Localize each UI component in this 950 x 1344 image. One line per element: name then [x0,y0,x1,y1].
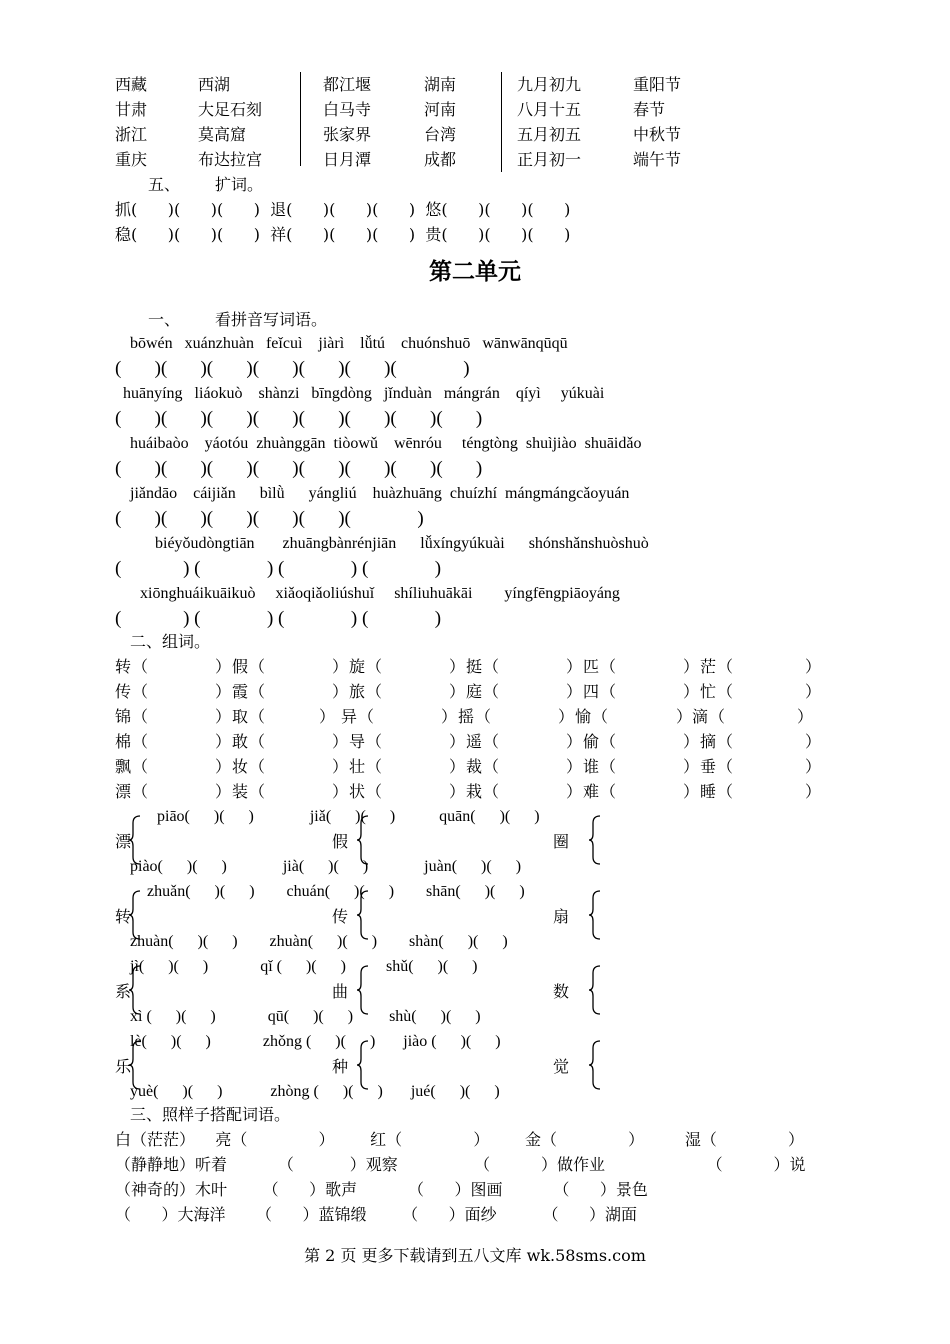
grid-char: 漂 [115,782,132,801]
answer-boxes[interactable]: ( ) ( ) ( ) ( ) [115,558,442,579]
answer-bracket-open: （ [132,757,149,776]
match-cell: 莫高窟 [198,125,247,144]
answer-bracket-open: （ [366,682,383,701]
answer-bracket-open: （ [132,682,149,701]
grid-char: 棉 [115,732,132,751]
grid-char: 敢 [232,732,249,751]
curly-brace-icon [128,965,142,1015]
answer-bracket-open: （ [600,657,617,676]
grid-char: 装 [232,782,249,801]
polyphone-bottom-line[interactable]: xì ( )( ) qū( )( ) shù( )( ) [130,1008,481,1025]
grid-char: 谁 [583,757,600,776]
grid-char: 难 [583,782,600,801]
answer-bracket-close: ） [449,732,466,751]
grid-char: 挺 [466,657,483,676]
pinyin-row: bōwén xuánzhuàn feǐcuì jiàrì lǚtú chuónshuō wānwānqūqū [130,335,568,352]
answer-bracket-close: ） [797,707,814,726]
answer-bracket-close: ） [332,757,349,776]
answer-bracket-open: （ [600,682,617,701]
grid-char: 传 [115,682,132,701]
answer-bracket-close: ） [332,682,349,701]
answer-bracket-open: （ [249,707,266,726]
answer-bracket-open: （ [249,682,266,701]
polyphone-bottom-line[interactable]: zhuàn( )( ) zhuàn( )( ) shàn( )( ) [130,933,508,950]
answer-bracket-open: （ [249,732,266,751]
answer-bracket-close: ） [215,732,232,751]
answer-bracket-close: ） [215,707,232,726]
answer-bracket-close: ） [215,657,232,676]
answer-bracket-close: ） [566,782,583,801]
answer-bracket-open: （ [592,707,609,726]
collocation-line[interactable]: （ ）大海洋 （ ）蓝锦缎 （ ）面纱 （ ）湖面 [115,1205,637,1224]
answer-bracket-open: （ [717,757,734,776]
polyphone-char: 觉 [553,1057,570,1076]
answer-bracket-close: ） [805,732,822,751]
column-divider [501,72,502,172]
curly-brace-icon [588,1040,602,1090]
answer-bracket-close: ） [332,732,349,751]
answer-bracket-close: ） [332,657,349,676]
grid-char: 异 [341,707,358,726]
answer-boxes[interactable]: ( )( )( )( )( )( )( ) [115,358,470,379]
answer-bracket-open: （ [366,757,383,776]
polyphone-char: 漂 [115,832,132,851]
grid-char: 旋 [349,657,366,676]
grid-char: 遥 [466,732,483,751]
answer-bracket-open: （ [249,782,266,801]
match-cell: 西藏 [115,75,148,94]
grid-char: 取 [232,707,249,726]
answer-bracket-close: ） [441,707,458,726]
answer-bracket-close: ） [683,682,700,701]
answer-bracket-close: ） [215,757,232,776]
curly-brace-icon [356,965,370,1015]
section5-title: 扩词。 [215,175,264,194]
answer-bracket-open: （ [249,657,266,676]
answer-bracket-close: ） [683,757,700,776]
answer-boxes[interactable]: ( )( )( )( )( )( )( )( ) [115,458,483,479]
answer-boxes[interactable]: ( )( )( )( )( )( ) [115,508,424,529]
polyphone-top-line[interactable]: jì( )( ) qǐ ( )( ) shǔ( )( ) [130,958,478,975]
answer-bracket-close: ） [558,707,575,726]
pinyin-row: biéyǒudòngtiān zhuāngbànrénjiān lǚxíngyúkuài shónshǎnshuòshuò [155,535,649,552]
answer-bracket-close: ） [566,657,583,676]
page-footer: 第 2 页 更多下载请到五八文库 wk.58sms.com [304,1246,646,1265]
match-cell: 白马寺 [323,100,372,119]
match-cell: 张家界 [323,125,372,144]
answer-bracket-close: ） [332,782,349,801]
answer-bracket-open: （ [483,732,500,751]
answer-bracket-open: （ [358,707,375,726]
collocation-line[interactable]: （神奇的）木叶 （ ）歌声 （ ）图画 （ ）景色 [115,1180,648,1199]
answer-bracket-close: ） [566,682,583,701]
answer-bracket-open: （ [366,657,383,676]
match-cell: 端午节 [633,150,682,169]
grid-char: 裁 [466,757,483,776]
pinyin-row: jiǎndāo cáijiǎn bìlǜ yángliú huàzhuāng chuízhí mángmángcǎoyuán [130,485,630,502]
curly-brace-icon [588,890,602,940]
answer-bracket-open: （ [600,782,617,801]
grid-char: 霞 [232,682,249,701]
answer-bracket-close: ） [449,657,466,676]
polyphone-top-line[interactable]: zhuǎn( )( ) chuán( )( ) shān( )( ) [147,883,525,900]
expand-word-line: 稳( )( )( ) 祥( )( )( ) 贵( )( )( ) [115,225,571,244]
match-cell: 甘肃 [115,100,148,119]
grid-char: 假 [232,657,249,676]
match-cell: 正月初一 [517,150,582,169]
curly-brace-icon [588,815,602,865]
polyphone-char: 假 [332,832,349,851]
curly-brace-icon [128,815,142,865]
answer-bracket-open: （ [366,732,383,751]
answer-bracket-open: （ [600,732,617,751]
unit-title: 第二单元 [429,259,521,285]
match-cell: 西湖 [198,75,231,94]
grid-char: 旅 [349,682,366,701]
grid-char: 茫 [700,657,717,676]
grid-char: 导 [349,732,366,751]
polyphone-char: 曲 [332,982,349,1001]
match-cell: 重庆 [115,150,148,169]
grid-char: 壮 [349,757,366,776]
pinyin-section-heading: 一、 [148,310,181,329]
answer-bracket-open: （ [475,707,492,726]
grid-char: 飘 [115,757,132,776]
match-cell: 布达拉宫 [198,150,263,169]
answer-bracket-open: （ [483,782,500,801]
answer-bracket-close: ） [449,682,466,701]
answer-bracket-open: （ [717,682,734,701]
pinyin-row: huānyíng liáokuò shànzi bīngdòng jǐnduàn mángrán qíyì yúkuài [123,385,605,402]
answer-bracket-open: （ [483,657,500,676]
grid-char: 睡 [700,782,717,801]
match-cell: 成都 [424,150,457,169]
expand-word-line: 抓( )( )( ) 退( )( )( ) 悠( )( )( ) [115,200,571,219]
polyphone-char: 种 [332,1057,349,1076]
polyphone-top-line[interactable]: piāo( )( ) jiǎ( )( ) quān( )( ) [157,808,540,825]
match-cell: 台湾 [424,125,457,144]
curly-brace-icon [128,890,142,940]
curly-brace-icon [356,890,370,940]
grid-char: 垂 [700,757,717,776]
match-cell: 河南 [424,100,457,119]
polyphone-char: 系 [115,982,132,1001]
answer-bracket-close: ） [805,757,822,776]
answer-bracket-open: （ [366,782,383,801]
answer-bracket-close: ） [566,757,583,776]
curly-brace-icon [588,965,602,1015]
grid-char: 滴 [692,707,709,726]
answer-bracket-close: ） [449,757,466,776]
answer-bracket-open: （ [717,657,734,676]
grid-char: 四 [583,682,600,701]
curly-brace-icon [356,815,370,865]
curly-brace-icon [356,1040,370,1090]
curly-brace-icon [128,1040,142,1090]
answer-bracket-close: ） [566,732,583,751]
answer-bracket-open: （ [249,757,266,776]
answer-bracket-close: ） [683,782,700,801]
answer-bracket-close: ） [805,782,822,801]
grid-char: 愉 [575,707,592,726]
answer-bracket-open: （ [600,757,617,776]
answer-bracket-open: （ [132,707,149,726]
answer-bracket-close: ） [215,782,232,801]
grid-char: 偷 [583,732,600,751]
grid-char: 锦 [115,707,132,726]
collocation-line[interactable]: （静静地）听着 （ ）观察 （ ）做作业 （ ）说 [115,1155,806,1174]
answer-bracket-open: （ [132,782,149,801]
answer-bracket-close: ） [449,782,466,801]
answer-bracket-close: ） [215,682,232,701]
grid-char: 摘 [700,732,717,751]
polyphone-char: 圈 [553,832,570,851]
match-cell: 浙江 [115,125,148,144]
pinyin-row: huáibaòo yáotóu zhuànggān tiòowǔ wēnróu téngtòng shuìjiào shuāidǎo [130,435,642,452]
answer-bracket-close: ） [805,657,822,676]
polyphone-char: 传 [332,907,349,926]
answer-bracket-close: ） [805,682,822,701]
grid-char: 匹 [583,657,600,676]
grid-char: 摇 [458,707,475,726]
collocation-line[interactable]: 白（茫茫） 亮（ ） 红（ ） 金（ ） 湿（ ） [115,1130,805,1149]
answer-bracket-open: （ [717,782,734,801]
match-cell: 九月初九 [517,75,582,94]
grid-char: 忙 [700,682,717,701]
match-cell: 重阳节 [633,75,682,94]
match-cell: 八月十五 [517,100,582,119]
section5-heading: 五、 [148,175,181,194]
match-cell: 中秋节 [633,125,682,144]
grid-char: 栽 [466,782,483,801]
grid-char: 妆 [232,757,249,776]
polyphone-bottom-line[interactable]: piào( )( ) jià( )( ) juàn( )( ) [130,858,522,875]
section2-title: 二、组词。 [130,632,211,651]
match-cell: 湖南 [424,75,457,94]
section3-title: 三、照样子搭配词语。 [130,1105,291,1124]
polyphone-char: 数 [553,982,570,1001]
answer-bracket-open: （ [709,707,726,726]
answer-bracket-close: ） [319,707,336,726]
answer-bracket-open: （ [132,732,149,751]
polyphone-char: 乐 [115,1057,132,1076]
match-cell: 春节 [633,100,666,119]
pinyin-section-title: 看拼音写词语。 [215,310,328,329]
polyphone-bottom-line[interactable]: yuè( )( ) zhòng ( )( ) jué( )( ) [130,1083,500,1100]
answer-bracket-open: （ [483,757,500,776]
match-cell: 日月潭 [323,150,372,169]
answer-bracket-close: ） [683,657,700,676]
match-cell: 五月初五 [517,125,582,144]
answer-boxes[interactable]: ( ) ( ) ( ) ( ) [115,608,442,629]
answer-bracket-close: ） [676,707,693,726]
match-cell: 都江堰 [323,75,372,94]
answer-bracket-close: ） [683,732,700,751]
grid-char: 庭 [466,682,483,701]
answer-boxes[interactable]: ( )( )( )( )( )( )( )( ) [115,408,483,429]
pinyin-row: xiōnghuáikuāikuò xiǎoqiǎoliúshuǐ shíliuhuākāi yíngfēngpiāoyáng [140,585,620,602]
column-divider [300,72,301,166]
answer-bracket-open: （ [132,657,149,676]
grid-char: 转 [115,657,132,676]
match-cell: 大足石刻 [198,100,263,119]
polyphone-char: 扇 [553,907,570,926]
polyphone-char: 转 [115,907,132,926]
polyphone-top-line[interactable]: lè( )( ) zhǒng ( )( ) jiào ( )( ) [130,1033,501,1050]
answer-bracket-open: （ [717,732,734,751]
grid-char: 状 [349,782,366,801]
answer-bracket-open: （ [483,682,500,701]
